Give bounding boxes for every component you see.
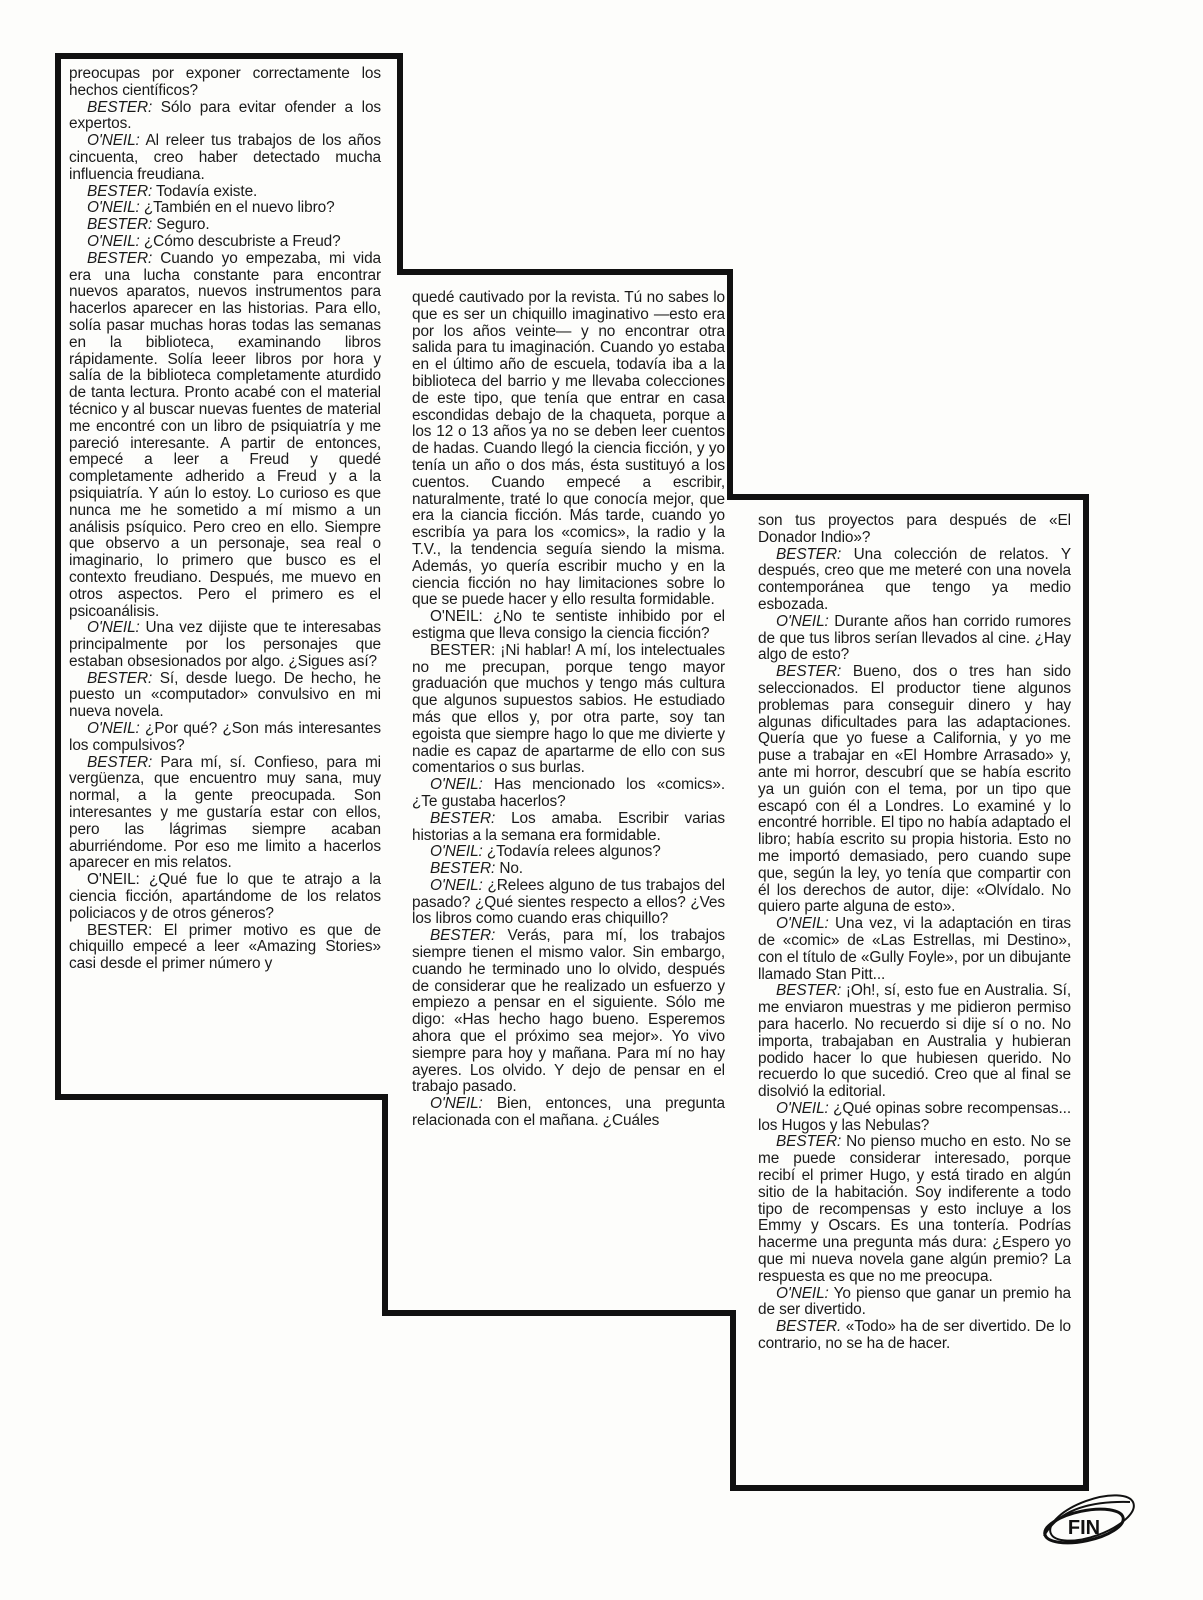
paragraph-text: ¿Por qué? ¿Son más interesantes los compulsivos? <box>69 720 381 754</box>
article-column-2 <box>412 290 725 1130</box>
paragraph-text: Bueno, dos o tres han sido seleccionados. El productor tiene algunos problemas para conseguir dinero y hay algunas dificultades para las adaptaciones. Quería que yo fuese a California, y yo me puse a trabajar en «El Hombre Arrasado» y, ante mi horror, descubrí que se había escrito ya un guión con el tema, por un tipo que escapó con él a Londres. Lo examiné y lo encontré horrible. El tipo no había adaptado el libro; había escrito su propia historia. Esto no me importó demasiado, pero cuando supe que, según la ley, yo tenía que compartir con él los derechos de autor, dije: «Olvídalo. No quiero parte alguna de esto». <box>758 663 1071 916</box>
paragraph-text: son tus proyectos para después de «El Donador Indio»? <box>758 512 1071 546</box>
paragraph-text: Durante años han corrido rumores de que tus libros serían llevados al cine. ¿Hay algo de esto? <box>758 612 1071 664</box>
paragraph <box>412 844 725 861</box>
paragraph-text: No pienso mucho en esto. No se me puede considerar interesado, porque recibí el primer Hugo, y está tirado en algún sitio de la habitación. Soy indiferente a todo tipo de recompensas y esto incluye a los Emmy y Oscars. Es una tontería. Podrías hacerme una pregunta más dura: ¿Espero yo que mi nueva novela gane algún premio? La respuesta es que no me preocupa. <box>758 1133 1071 1285</box>
paragraph-text: Una vez dijiste que te interesabas principalmente por los personajes que estaban obsesionados por algo. ¿Sigues así? <box>69 619 381 670</box>
paragraph <box>69 251 381 621</box>
speaker-label: O'NEIL: <box>776 915 829 933</box>
paragraph <box>69 217 381 234</box>
paragraph <box>758 513 1071 547</box>
paragraph <box>69 66 381 100</box>
paragraph <box>758 664 1071 916</box>
speaker-label: BESTER: <box>776 663 842 681</box>
paragraph-text: ¿Todavía relees algunos? <box>482 843 661 861</box>
fin-logo-text: FIN <box>1067 1517 1101 1539</box>
paragraph <box>69 100 381 134</box>
paragraph <box>758 1101 1071 1135</box>
paragraph-text: Al releer tus trabajos de los años cincuenta, creo haber detectado mucha influencia freudiana. <box>69 132 381 183</box>
paragraph-text: Has mencionado los «comics». ¿Te gustaba hacerlos? <box>412 776 725 810</box>
paragraph-text: Sí, desde luego. De hecho, he puesto un «computador» convulsivo en mi nueva novela. <box>69 669 381 721</box>
paragraph-text: Una colección de relatos. Y después, creo que me meteré con una novela contemporánea que tengo ya medio esbozada. <box>758 545 1071 613</box>
paragraph-text: No. <box>495 860 523 878</box>
paragraph-text: Cuando yo empezaba, mi vida era una lucha constante para encontrar nuevos aparatos, nuevos instrumentos para hacerlos aparecer en las historias. Para ello, solía pasar muchas horas todas las semanas en la biblioteca, examinando libros rápidamente. Solía leeer libros por hora y salía de la biblioteca completamente aturdido de tanta lectura. Pronto acabé con el material técnico y al buscar nuevas fuentes de material me encontré con un libro de psiquiatría y me pareció interesante. A partir de entonces, empecé a leer a Freud y quedé completamente adherido a Freud y a la psiquiatría. Y aún lo estoy. Lo curioso es que nunca me he sometido a mí mismo a un análisis psíquico. Pero creo en ello. Siempre que observo a un personaje, sea real o imaginario, lo primero que busco es el contexto freudiano. Después, me muevo en otros aspectos. Pero el primero es el psicoanálisis. <box>69 249 381 620</box>
paragraph <box>758 916 1071 983</box>
paragraph <box>412 928 725 1096</box>
paragraph-text: O'NEIL: ¿No te sentiste inhibido por el estigma que lleva consigo la ciencia ficción? <box>412 608 725 642</box>
speaker-label: O'NEIL: <box>87 232 140 250</box>
paragraph <box>412 878 725 928</box>
speaker-label: BESTER: <box>776 982 842 1000</box>
speaker-label: BESTER: <box>776 545 842 563</box>
speaker-label: O'NEIL: <box>776 1284 829 1302</box>
paragraph-text: Verás, para mí, los trabajos siempre tienen el mismo valor. Sin embargo, cuando he terminado uno lo olvido, después de considerar que he realizado un esfuerzo y empiezo a pensar en el siguiente. Sólo me digo: «Has hecho hago bueno. Esperemos ahora que el próximo sea mejor». Yo vivo siempre para hoy y mañana. Para mí no hay ayeres. Los olvido. Y dejo de pensar en el trabajo pasado. <box>412 927 725 1096</box>
paragraph-text: BESTER: El primer motivo es que de chiquillo empecé a leer «Amazing Stories» casi desde el primer número y <box>69 921 381 973</box>
paragraph <box>758 1286 1071 1320</box>
paragraph <box>69 872 381 922</box>
paragraph-text: Seguro. <box>152 216 210 234</box>
speaker-label: BESTER: <box>87 98 153 116</box>
paragraph-text: ¿Cómo descubriste a Freud? <box>139 232 341 250</box>
speaker-label: O'NEIL: <box>87 199 140 217</box>
paragraph-text: preocupas por exponer correctamente los hechos científicos? <box>69 65 381 99</box>
paragraph <box>758 983 1071 1101</box>
paragraph <box>69 671 381 721</box>
article-column-1 <box>69 66 381 973</box>
paragraph <box>69 923 381 973</box>
speaker-label: BESTER: <box>430 927 496 945</box>
speaker-label: O'NEIL: <box>87 619 140 637</box>
paragraph-text: quedé cautivado por la revista. Tú no sabes lo que es ser un chiquillo imaginativo —esto era por los años veinte— y no encontrar otra salida para tu imaginación. Cuando yo estaba en el último año de escuela, todavía iba a la biblioteca del barrio y me llevaba colecciones de este tipo, que tenía que entrar en casa escondidas debajo de la chaqueta, porque a los 12 o 13 años ya no se deben leer cuentos de hadas. Cuando llegó la ciencia ficción, y yo tenía un año o dos más, ésta sustituyó a los cuentos. Cuando empecé a escribir, naturalmente, traté lo que conocía mejor, que era la ciancia ficción. Más tarde, cuando yo escribía ya para los «comics», la radio y la T.V., la tendencia seguía siendo la misma. Además, yo quería escribir mucho y en la ciencia ficción no hay limitaciones sobre lo que se puede hacer y ello resulta formidable. <box>412 289 725 609</box>
paragraph <box>69 620 381 670</box>
speaker-label: BESTER: <box>87 249 153 267</box>
paragraph <box>758 1319 1071 1353</box>
paragraph-text: ¡Oh!, sí, esto fue en Australia. Sí, me enviaron muestras y me pidieron permiso para hacerlo. No recuerdo si dije sí o no. No importa, trabajaban en Australia y hubieran podido hacer lo que hubiesen querido. No recuerdo lo que sucedió. Creo que al final se disolvió la editorial. <box>758 982 1071 1101</box>
speaker-label: O'NEIL: <box>87 132 140 150</box>
speaker-label: O'NEIL: <box>776 612 829 630</box>
paragraph-text: Una vez, vi la adaptación en tiras de «comic» de «Las Estrellas, mi Destino», con el título de «Gully Foyle», por un dibujante llamado Stan Pitt... <box>758 915 1071 983</box>
speaker-label: BESTER: <box>87 182 153 200</box>
speaker-label: O'NEIL: <box>430 776 483 794</box>
paragraph <box>69 234 381 251</box>
paragraph <box>69 184 381 201</box>
speaker-label: O'NEIL: <box>430 1095 483 1113</box>
article-column-3 <box>758 513 1071 1353</box>
speaker-label: BESTER. <box>776 1318 842 1336</box>
speaker-label: BESTER: <box>776 1133 842 1151</box>
paragraph-text: «Todo» ha de ser divertido. De lo contrario, no se ha de hacer. <box>758 1318 1071 1353</box>
paragraph <box>758 547 1071 614</box>
speaker-label: O'NEIL: <box>87 720 140 738</box>
paragraph <box>412 643 725 777</box>
paragraph-text: Sólo para evitar ofender a los expertos. <box>69 98 381 133</box>
paragraph-text: Yo pienso que ganar un premio ha de ser divertido. <box>758 1284 1071 1319</box>
paragraph <box>69 721 381 755</box>
paragraph <box>69 755 381 873</box>
speaker-label: BESTER: <box>87 669 153 687</box>
speaker-label: BESTER: <box>87 753 153 771</box>
fin-logo <box>1034 1490 1144 1552</box>
paragraph-text: Bien, entonces, una pregunta relacionada con el mañana. ¿Cuáles <box>412 1095 725 1130</box>
paragraph <box>412 609 725 643</box>
paragraph-text: Los amaba. Escribir varias historias a la semana era formidable. <box>412 809 725 844</box>
paragraph <box>412 777 725 811</box>
paragraph <box>412 811 725 845</box>
paragraph <box>69 200 381 217</box>
paragraph-text: ¿Relees alguno de tus trabajos del pasado? ¿Qué sientes respecto a ellos? ¿Ves los libros como cuando eras chiquillo? <box>412 876 725 928</box>
paragraph <box>412 1096 725 1130</box>
speaker-label: O'NEIL: <box>430 876 483 894</box>
paragraph <box>69 133 381 183</box>
paragraph <box>412 290 725 609</box>
speaker-label: O'NEIL: <box>430 843 483 861</box>
paragraph-text: Todavía existe. <box>152 182 258 200</box>
speaker-label: BESTER: <box>430 809 496 827</box>
speaker-label: BESTER: <box>430 860 496 878</box>
paragraph <box>758 614 1071 664</box>
paragraph-text: O'NEIL: ¿Qué fue lo que te atrajo a la ciencia ficción, apartándome de los relatos policiacos y de otros géneros? <box>69 871 381 922</box>
paragraph <box>412 861 725 878</box>
paragraph-text: Para mí, sí. Confieso, para mi vergüenza, que encuentro muy sana, muy normal, a la gente preocupada. Son interesantes y me gustaría estar con ellos, pero las lágrimas siempre acaban aburriéndome. Por eso me limito a hacerlos aparecer en mis relatos. <box>69 753 381 872</box>
paragraph-text: ¿Qué opinas sobre recompensas... los Hugos y las Nebulas? <box>758 1099 1071 1134</box>
paragraph-text: ¿También en el nuevo libro? <box>139 199 335 217</box>
paragraph-text: BESTER: ¡Ni hablar! A mí, los intelectuales no me precupan, porque tengo mayor graduación que muchos y tengo más cultura que algunos supuestos sabios. He estudiado más que ellos y, por otra parte, soy tan egoista que siempre hago lo que me divierte y nadie es capaz de apartarme de ello con sus comentarios o sus burlas. <box>412 641 725 777</box>
speaker-label: O'NEIL: <box>776 1099 829 1117</box>
paragraph <box>758 1134 1071 1285</box>
speaker-label: BESTER: <box>87 216 153 234</box>
